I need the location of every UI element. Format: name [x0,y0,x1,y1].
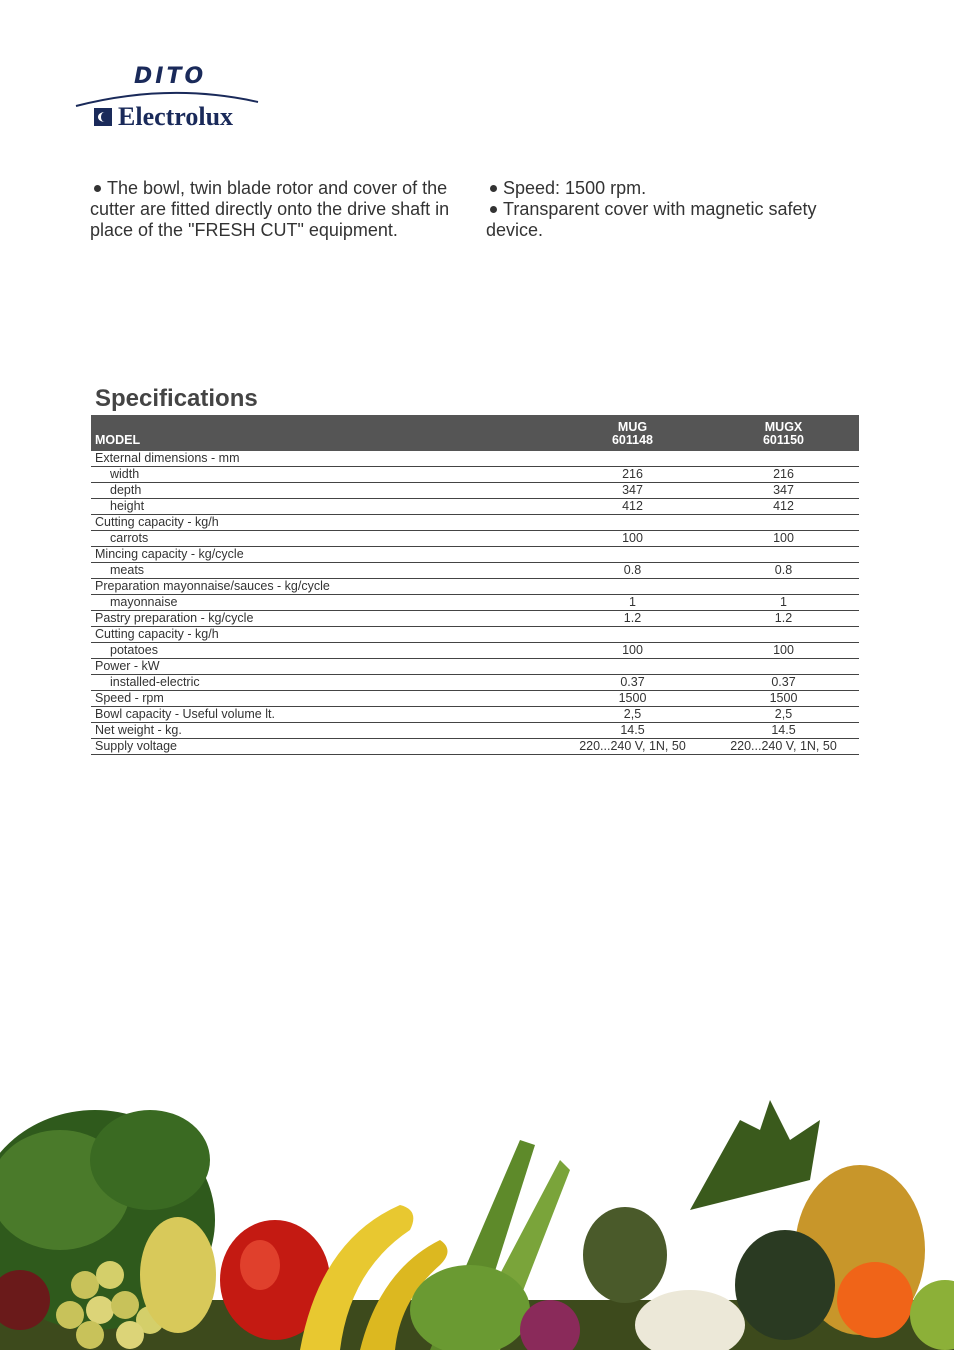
table-row [91,483,859,499]
table-row [91,467,859,483]
specifications-title: Specifications [95,385,258,412]
mugx-value: 0.8 [708,563,859,579]
row-label: Bowl capacity - Useful volume lt. [91,707,557,723]
row-label: installed-electric [91,675,557,691]
row-label: meats [91,563,557,579]
mugx-value: 0.37 [708,675,859,691]
row-label: Net weight - kg. [91,723,557,739]
mugx-value: 100 [708,643,859,659]
table-row [91,723,859,739]
model-column-mugx: MUGX 601150 [708,415,859,451]
mugx-value [708,579,859,595]
table-row [91,739,859,755]
row-label: potatoes [91,643,557,659]
model-header: MODEL [91,415,557,451]
table-row [91,579,859,595]
mug-value: 100 [557,643,708,659]
model-column-mug: MUG 601148 [557,415,708,451]
row-label: height [91,499,557,515]
vegetables-banner-image [0,1100,954,1350]
mug-value [557,627,708,643]
mug-value: 1.2 [557,611,708,627]
mugx-value [708,659,859,675]
table-row [91,611,859,627]
row-label: mayonnaise [91,595,557,611]
mugx-value [708,547,859,563]
table-row [91,691,859,707]
mugx-value [708,451,859,467]
mugx-value: 2,5 [708,707,859,723]
electrolux-mark-icon [94,108,112,126]
table-row [91,675,859,691]
row-label: carrots [91,531,557,547]
electrolux-wordmark: Electrolux [118,102,234,131]
feature-item: Speed: 1500 rpm. [486,178,866,199]
row-label: Mincing capacity - kg/cycle [91,547,557,563]
table-header [91,415,859,451]
table-row [91,595,859,611]
table-row [91,659,859,675]
mug-value: 0.37 [557,675,708,691]
table-row [91,547,859,563]
dito-logo-text: DITO [134,64,207,89]
mug-value [557,659,708,675]
mug-value: 14.5 [557,723,708,739]
mugx-value: 216 [708,467,859,483]
mugx-value: 100 [708,531,859,547]
row-label: External dimensions - mm [91,451,557,467]
table-body [91,451,859,755]
bullet-icon [490,206,497,213]
row-label: Supply voltage [91,739,557,755]
mug-value: 0.8 [557,563,708,579]
mug-value [557,451,708,467]
bullet-icon [94,185,101,192]
mug-value: 412 [557,499,708,515]
table-row [91,627,859,643]
mug-value [557,547,708,563]
mug-value [557,515,708,531]
feature-item: Transparent cover with magnetic safety device. [486,199,817,240]
mug-value: 347 [557,483,708,499]
mugx-value: 1500 [708,691,859,707]
specifications-table [91,415,859,755]
table-row [91,643,859,659]
row-label: Speed - rpm [91,691,557,707]
features-right [486,178,866,241]
table-row [91,515,859,531]
mug-value: 216 [557,467,708,483]
row-label: Cutting capacity - kg/h [91,627,557,643]
table-row [91,499,859,515]
mugx-value: 1.2 [708,611,859,627]
mugx-value [708,515,859,531]
table-row [91,531,859,547]
row-label: Power - kW [91,659,557,675]
bullet-icon [490,185,497,192]
mug-value: 1500 [557,691,708,707]
electrolux-logo [94,102,233,132]
mug-value: 100 [557,531,708,547]
mugx-value: 1 [708,595,859,611]
mugx-value: 412 [708,499,859,515]
mugx-value [708,627,859,643]
row-label: Preparation mayonnaise/sauces - kg/cycle [91,579,557,595]
mugx-value: 14.5 [708,723,859,739]
mugx-value: 220...240 V, 1N, 50 [708,739,859,755]
table-row [91,707,859,723]
table-row [91,451,859,467]
row-label: width [91,467,557,483]
feature-item: The bowl, twin blade rotor and cover of the cutter are fitted directly onto the drive shaft in place of the "FRESH CUT" equipment. [90,178,450,240]
row-label: Pastry preparation - kg/cycle [91,611,557,627]
mug-value: 1 [557,595,708,611]
mug-value [557,579,708,595]
brand-logo [74,62,264,137]
mug-value: 220...240 V, 1N, 50 [557,739,708,755]
mugx-value: 347 [708,483,859,499]
row-label: Cutting capacity - kg/h [91,515,557,531]
table-row [91,563,859,579]
mug-value: 2,5 [557,707,708,723]
features-left [90,178,460,241]
row-label: depth [91,483,557,499]
